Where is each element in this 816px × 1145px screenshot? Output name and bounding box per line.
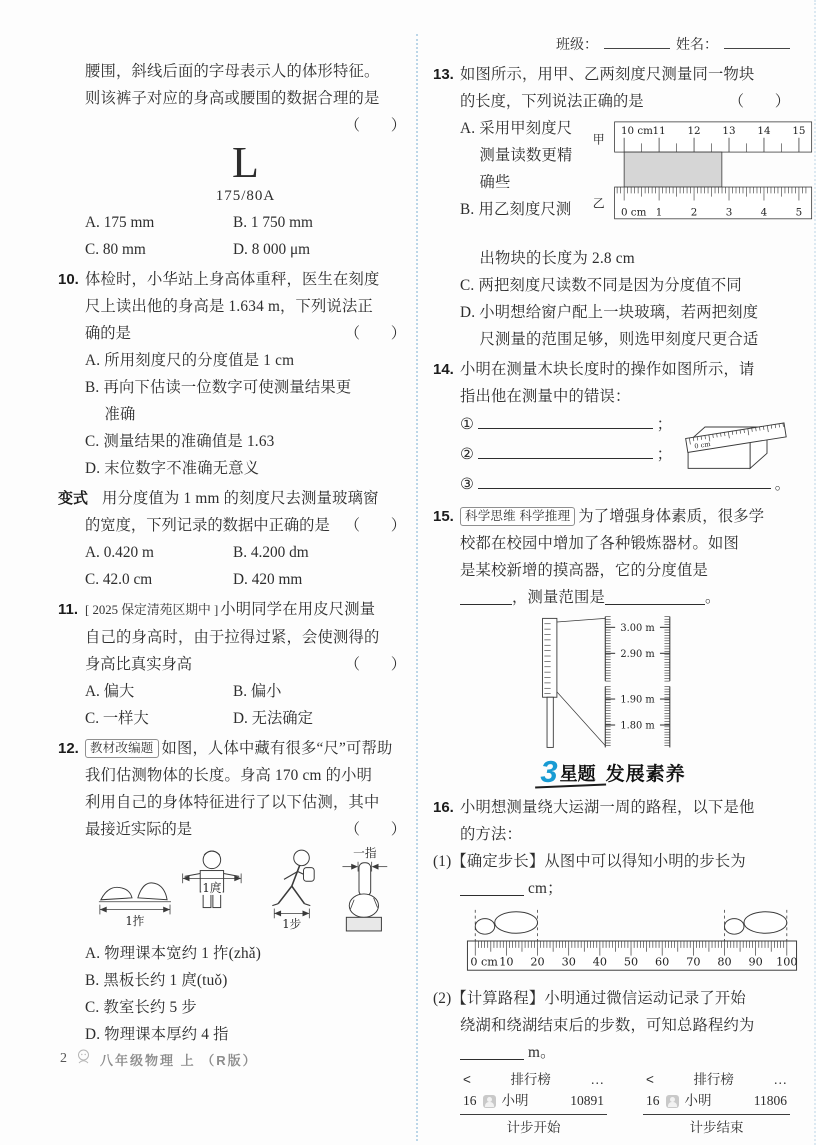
- stem-tail-row: [85, 816, 406, 843]
- answer-bracket: （ ）: [728, 93, 790, 110]
- stem-text: 如图，人体中藏有很多“尺”可帮助: [161, 740, 393, 757]
- two-rulers-figure: [586, 117, 816, 243]
- text-line: A. 采用甲刻度尺: [460, 120, 573, 137]
- option-row: [85, 209, 406, 236]
- option-b: B. 4.200 dm: [233, 544, 309, 561]
- card-caption: 计步开始: [506, 1120, 561, 1135]
- question-stem-first-line: [85, 735, 406, 762]
- question-stem: [460, 794, 790, 848]
- svg-text:一指: 一指: [352, 845, 377, 860]
- svg-text:3: 3: [725, 206, 733, 219]
- svg-text:1: 1: [655, 206, 663, 219]
- text-line: 测量读数更精: [460, 147, 573, 164]
- svg-text:40: 40: [592, 955, 607, 969]
- mascot-icon: [75, 1048, 92, 1070]
- size-label-letter: L: [232, 138, 259, 187]
- text-line: 的方法：: [460, 826, 522, 843]
- card-title: 排行榜: [510, 1072, 551, 1087]
- stem-tail-row: [85, 512, 406, 539]
- stem-tail-row: [460, 88, 790, 115]
- exam-source-tag: [ 2025 保定清苑区期中 ]: [85, 603, 219, 617]
- wechat-steps-card-start: [460, 1070, 607, 1138]
- question-12: [58, 735, 406, 1048]
- question-10: [58, 266, 406, 482]
- question-type-badge: 教材改编题: [85, 739, 159, 758]
- book-title: 八年级物理 上 （R版）: [100, 1052, 258, 1068]
- stem-tail: 确的是: [85, 325, 131, 342]
- card-header: [460, 1070, 607, 1090]
- svg-text:11: 11: [652, 124, 666, 137]
- text-line: 准确: [85, 406, 136, 423]
- card-header: [643, 1070, 790, 1090]
- rank-number: 16: [463, 1093, 477, 1108]
- text-line: 我们估测物体的长度。身高 170 cm 的小明: [85, 767, 373, 784]
- text-line: A. 所用刻度尺的分度值是 1 cm: [85, 352, 295, 369]
- more-icon: …: [590, 1072, 604, 1087]
- back-icon: <: [646, 1072, 654, 1087]
- stem-text: 。: [704, 589, 721, 606]
- text-line: 校都在校园中增加了各种锻炼器材。如图: [460, 535, 739, 552]
- svg-text:甲: 甲: [592, 132, 605, 147]
- wechat-cards: [460, 1070, 790, 1138]
- question-stem: [460, 530, 790, 584]
- svg-text:1庹: 1庹: [201, 880, 221, 895]
- fill-in-area: [460, 410, 790, 500]
- option-a: A. 偏大: [85, 683, 135, 700]
- text-line: 小明在测量木块长度时的操作如图所示，请: [460, 361, 755, 378]
- option-b: B. 1 750 mm: [233, 214, 313, 231]
- star-level-mark: [537, 754, 598, 789]
- stem-tail: 身高比真实身高: [85, 656, 193, 673]
- block-ruler-figure: [680, 412, 792, 479]
- user-name: 小明: [501, 1093, 529, 1108]
- item-mark: ②: [460, 446, 474, 463]
- option-d: D. 8 000 μm: [233, 241, 311, 258]
- right-column: [416, 34, 806, 1141]
- variant-label: 变式: [58, 490, 89, 507]
- question-stem: [460, 356, 790, 410]
- question-14: [433, 356, 790, 500]
- stem-tail-row: [85, 651, 406, 678]
- unit-text: m。: [528, 1044, 556, 1061]
- svg-text:2.90 m: 2.90 m: [620, 648, 655, 660]
- option-d: D. 420 mm: [233, 571, 303, 588]
- svg-text:乙: 乙: [592, 196, 605, 211]
- svg-text:10 cm: 10 cm: [620, 124, 653, 137]
- svg-text:0 cm: 0 cm: [693, 440, 712, 451]
- class-blank: [604, 34, 670, 49]
- option-c: C. 42.0 cm: [85, 571, 153, 588]
- unit-text: cm；: [528, 880, 563, 897]
- text-line: D. 物理课本厚约 4 指: [85, 1026, 229, 1043]
- fill-row-1: [460, 410, 672, 440]
- text-line: 是某校新增的摸高器，它的分度值是: [460, 562, 708, 579]
- svg-text:0 cm: 0 cm: [620, 206, 647, 219]
- question-stem-first-line: [460, 503, 790, 530]
- svg-text:1.90 m: 1.90 m: [620, 694, 655, 706]
- option-c: C. 一样大: [85, 710, 149, 727]
- text-line: B. 再向下估读一位数字可使测量结果更: [85, 379, 352, 396]
- svg-text:50: 50: [623, 955, 639, 969]
- question-number: 10.: [58, 271, 79, 288]
- option-row: [85, 566, 406, 593]
- name-label: 姓名：: [676, 38, 718, 53]
- option-a: A. 0.420 m: [85, 544, 154, 561]
- size-label-text: 175/80A: [215, 188, 276, 204]
- svg-text:1.80 m: 1.80 m: [620, 720, 655, 732]
- stem-text: 小明同学在用皮尺测量: [220, 601, 376, 618]
- question-stem: [85, 762, 406, 816]
- part2-blank-line: [460, 1039, 790, 1066]
- svg-text:0 cm: 0 cm: [470, 955, 498, 969]
- text-line: C. 测量结果的准确值是 1.63: [85, 433, 275, 450]
- part1-blank-line: [460, 875, 790, 902]
- svg-text:90: 90: [748, 955, 763, 969]
- class-name-header: [433, 34, 790, 57]
- variant-question: [58, 485, 406, 593]
- option-c: C. 80 mm: [85, 241, 146, 258]
- class-label: 班级：: [556, 38, 598, 53]
- question-16: [433, 794, 798, 1138]
- svg-text:20: 20: [530, 955, 545, 969]
- item-mark: ①: [460, 416, 474, 433]
- question-stem: [85, 624, 406, 651]
- text-line: C. 教室长约 5 步: [85, 999, 197, 1016]
- answer-bracket: （ ）: [344, 117, 406, 134]
- svg-text:1拃: 1拃: [124, 914, 145, 929]
- option-and-figure-row: [460, 115, 806, 245]
- question-type-badge: 科学思维 科学推理: [460, 507, 575, 526]
- item-punct: ；: [656, 416, 672, 433]
- back-icon: <: [463, 1072, 471, 1087]
- rank-row: [460, 1090, 607, 1115]
- fill-row-2: [460, 440, 672, 470]
- text-line: (2)【计算路程】小明通过微信运动记录了开始: [433, 990, 746, 1007]
- stem-text: ，测量范围是: [512, 589, 605, 606]
- svg-text:12: 12: [687, 124, 701, 137]
- text-line: 如图所示，用甲、乙两刻度尺测量同一物块: [460, 66, 755, 83]
- svg-text:13: 13: [722, 124, 736, 137]
- blanks-line: [460, 584, 790, 611]
- option-row: [85, 539, 406, 566]
- avatar: [483, 1095, 496, 1108]
- step-count: 11806: [753, 1093, 787, 1108]
- text-line: 出物块的长度为 2.8 cm: [460, 250, 635, 267]
- question-number: 16.: [433, 799, 454, 816]
- svg-text:1步: 1步: [281, 917, 301, 932]
- question-number: 15.: [433, 508, 454, 525]
- text-line: 尺测量的范围足够，则选甲刻度尺更合适: [460, 331, 759, 348]
- text-line: D. 小明想给窗户配上一块玻璃，若两把刻度: [460, 304, 759, 321]
- section-header: [433, 754, 790, 789]
- svg-text:30: 30: [561, 955, 576, 969]
- name-blank: [724, 34, 790, 49]
- stem-tail-row: [85, 112, 406, 139]
- stem-tail: 的宽度，下列记录的数据中正确的是: [85, 517, 330, 534]
- question-stem: [85, 58, 406, 112]
- pants-size-label-figure: [85, 138, 406, 207]
- answer-bracket: （ ）: [344, 821, 406, 838]
- text-line: 用分度值为 1 mm 的刻度尺去测量玻璃窗: [102, 490, 379, 507]
- svg-text:3.00 m: 3.00 m: [620, 622, 655, 634]
- text-line: 指出他在测量中的错误：: [460, 388, 631, 405]
- more-icon: …: [773, 1072, 787, 1087]
- question-number: 11.: [58, 601, 79, 618]
- question-stem-first-line: [85, 596, 406, 624]
- svg-text:14: 14: [757, 124, 771, 137]
- question-15: [433, 503, 790, 751]
- star-suffix: 星题: [559, 764, 596, 784]
- answer-blank: [478, 413, 653, 429]
- text-line: 则该裤子对应的身高或腰围的数据合理的是: [85, 90, 380, 107]
- option-a: A. 175 mm: [85, 214, 155, 231]
- answer-blank: [460, 1044, 524, 1060]
- page-footer: [60, 1048, 258, 1070]
- svg-text:70: 70: [686, 955, 701, 969]
- stem-tail: 最接近实际的是: [85, 821, 193, 838]
- answer-blank: [460, 589, 512, 605]
- svg-text:2: 2: [690, 206, 698, 219]
- option-row: [85, 705, 406, 732]
- svg-text:4: 4: [760, 206, 768, 219]
- height-gauge-figure: [460, 613, 790, 751]
- text-line: D. 末位数字不准确无意义: [85, 460, 260, 477]
- card-caption: 计步结束: [689, 1120, 744, 1135]
- page-number: 2: [60, 1051, 67, 1066]
- rank-number: 16: [646, 1093, 660, 1108]
- item-punct: ；: [656, 446, 672, 463]
- text-line: C. 两把刻度尺读数不同是因为分度值不同: [460, 277, 742, 294]
- svg-text:10: 10: [499, 955, 514, 969]
- star-number: 3: [540, 754, 558, 789]
- text-line: B. 黑板长约 1 庹(tuǒ): [85, 972, 228, 989]
- left-column: [58, 34, 406, 1141]
- answer-blank: [478, 443, 653, 459]
- item-mark: ③: [460, 476, 474, 493]
- footprints-ruler-figure: [460, 904, 798, 983]
- svg-text:60: 60: [655, 955, 670, 969]
- question-9-continuation: [58, 58, 406, 263]
- stem-tail-row: [85, 320, 406, 347]
- section-subtitle: 发展素养: [605, 764, 686, 785]
- text-line: A. 物理课本宽约 1 拃(zhǎ): [85, 945, 262, 962]
- text-line: 利用自己的身体特征进行了以下估测，其中: [85, 794, 380, 811]
- option-lines: [460, 115, 586, 245]
- question-11: [58, 596, 406, 732]
- svg-text:100: 100: [776, 955, 798, 969]
- text-line: 尺上读出他的身高是 1.634 m，下列说法正: [85, 298, 374, 315]
- avatar: [666, 1095, 679, 1108]
- item-punct: 。: [774, 476, 790, 493]
- question-number: 13.: [433, 66, 454, 83]
- question-number: 12.: [58, 740, 79, 757]
- answer-blank: [460, 880, 524, 896]
- option-list: [460, 245, 790, 353]
- option-b: B. 偏小: [233, 683, 282, 700]
- text-line: 体检时，小华站上身高体重秤，医生在刻度: [85, 271, 380, 288]
- text-line: 小明想测量绕大运湖一周的路程，以下是他: [460, 799, 755, 816]
- svg-text:15: 15: [792, 124, 806, 137]
- stem-tail: 的长度，下列说法正确的是: [460, 93, 644, 110]
- text-line: 确些: [460, 174, 511, 191]
- option-d: D. 无法确定: [233, 710, 313, 727]
- step-count: 10891: [570, 1093, 604, 1108]
- option-list: [85, 347, 406, 482]
- card-title: 排行榜: [693, 1072, 734, 1087]
- question-13: [433, 61, 806, 353]
- rank-row: [643, 1090, 790, 1115]
- answer-bracket: （ ）: [344, 517, 406, 534]
- answer-bracket: （ ）: [344, 656, 406, 673]
- question-stem: [85, 485, 406, 512]
- svg-text:80: 80: [717, 955, 732, 969]
- option-list: [85, 940, 406, 1048]
- answer-bracket: （ ）: [344, 325, 406, 342]
- stem-text: 为了增强身体素质，很多学: [578, 508, 765, 525]
- user-name: 小明: [684, 1093, 712, 1108]
- text-line: 自己的身高时，由于拉得过紧，会使测得的: [85, 629, 380, 646]
- wechat-steps-card-end: [643, 1070, 790, 1138]
- part2-text: [433, 985, 790, 1039]
- text-line: 腰围，斜线后面的字母表示人的体形特征。: [85, 63, 380, 80]
- question-stem: [460, 61, 790, 88]
- text-line: B. 用乙刻度尺测: [460, 201, 572, 218]
- svg-text:5: 5: [795, 206, 803, 219]
- text-line: 绕湖和绕湖结束后的步数，可知总路程约为: [460, 1017, 755, 1034]
- question-stem: [85, 266, 406, 320]
- answer-blank: [605, 589, 705, 605]
- body-rulers-figure: [85, 845, 406, 938]
- part1-heading: (1)【确定步长】从图中可以得知小明的步长为: [433, 853, 746, 870]
- option-row: [85, 236, 406, 263]
- option-row: [85, 678, 406, 705]
- question-number: 14.: [433, 361, 454, 378]
